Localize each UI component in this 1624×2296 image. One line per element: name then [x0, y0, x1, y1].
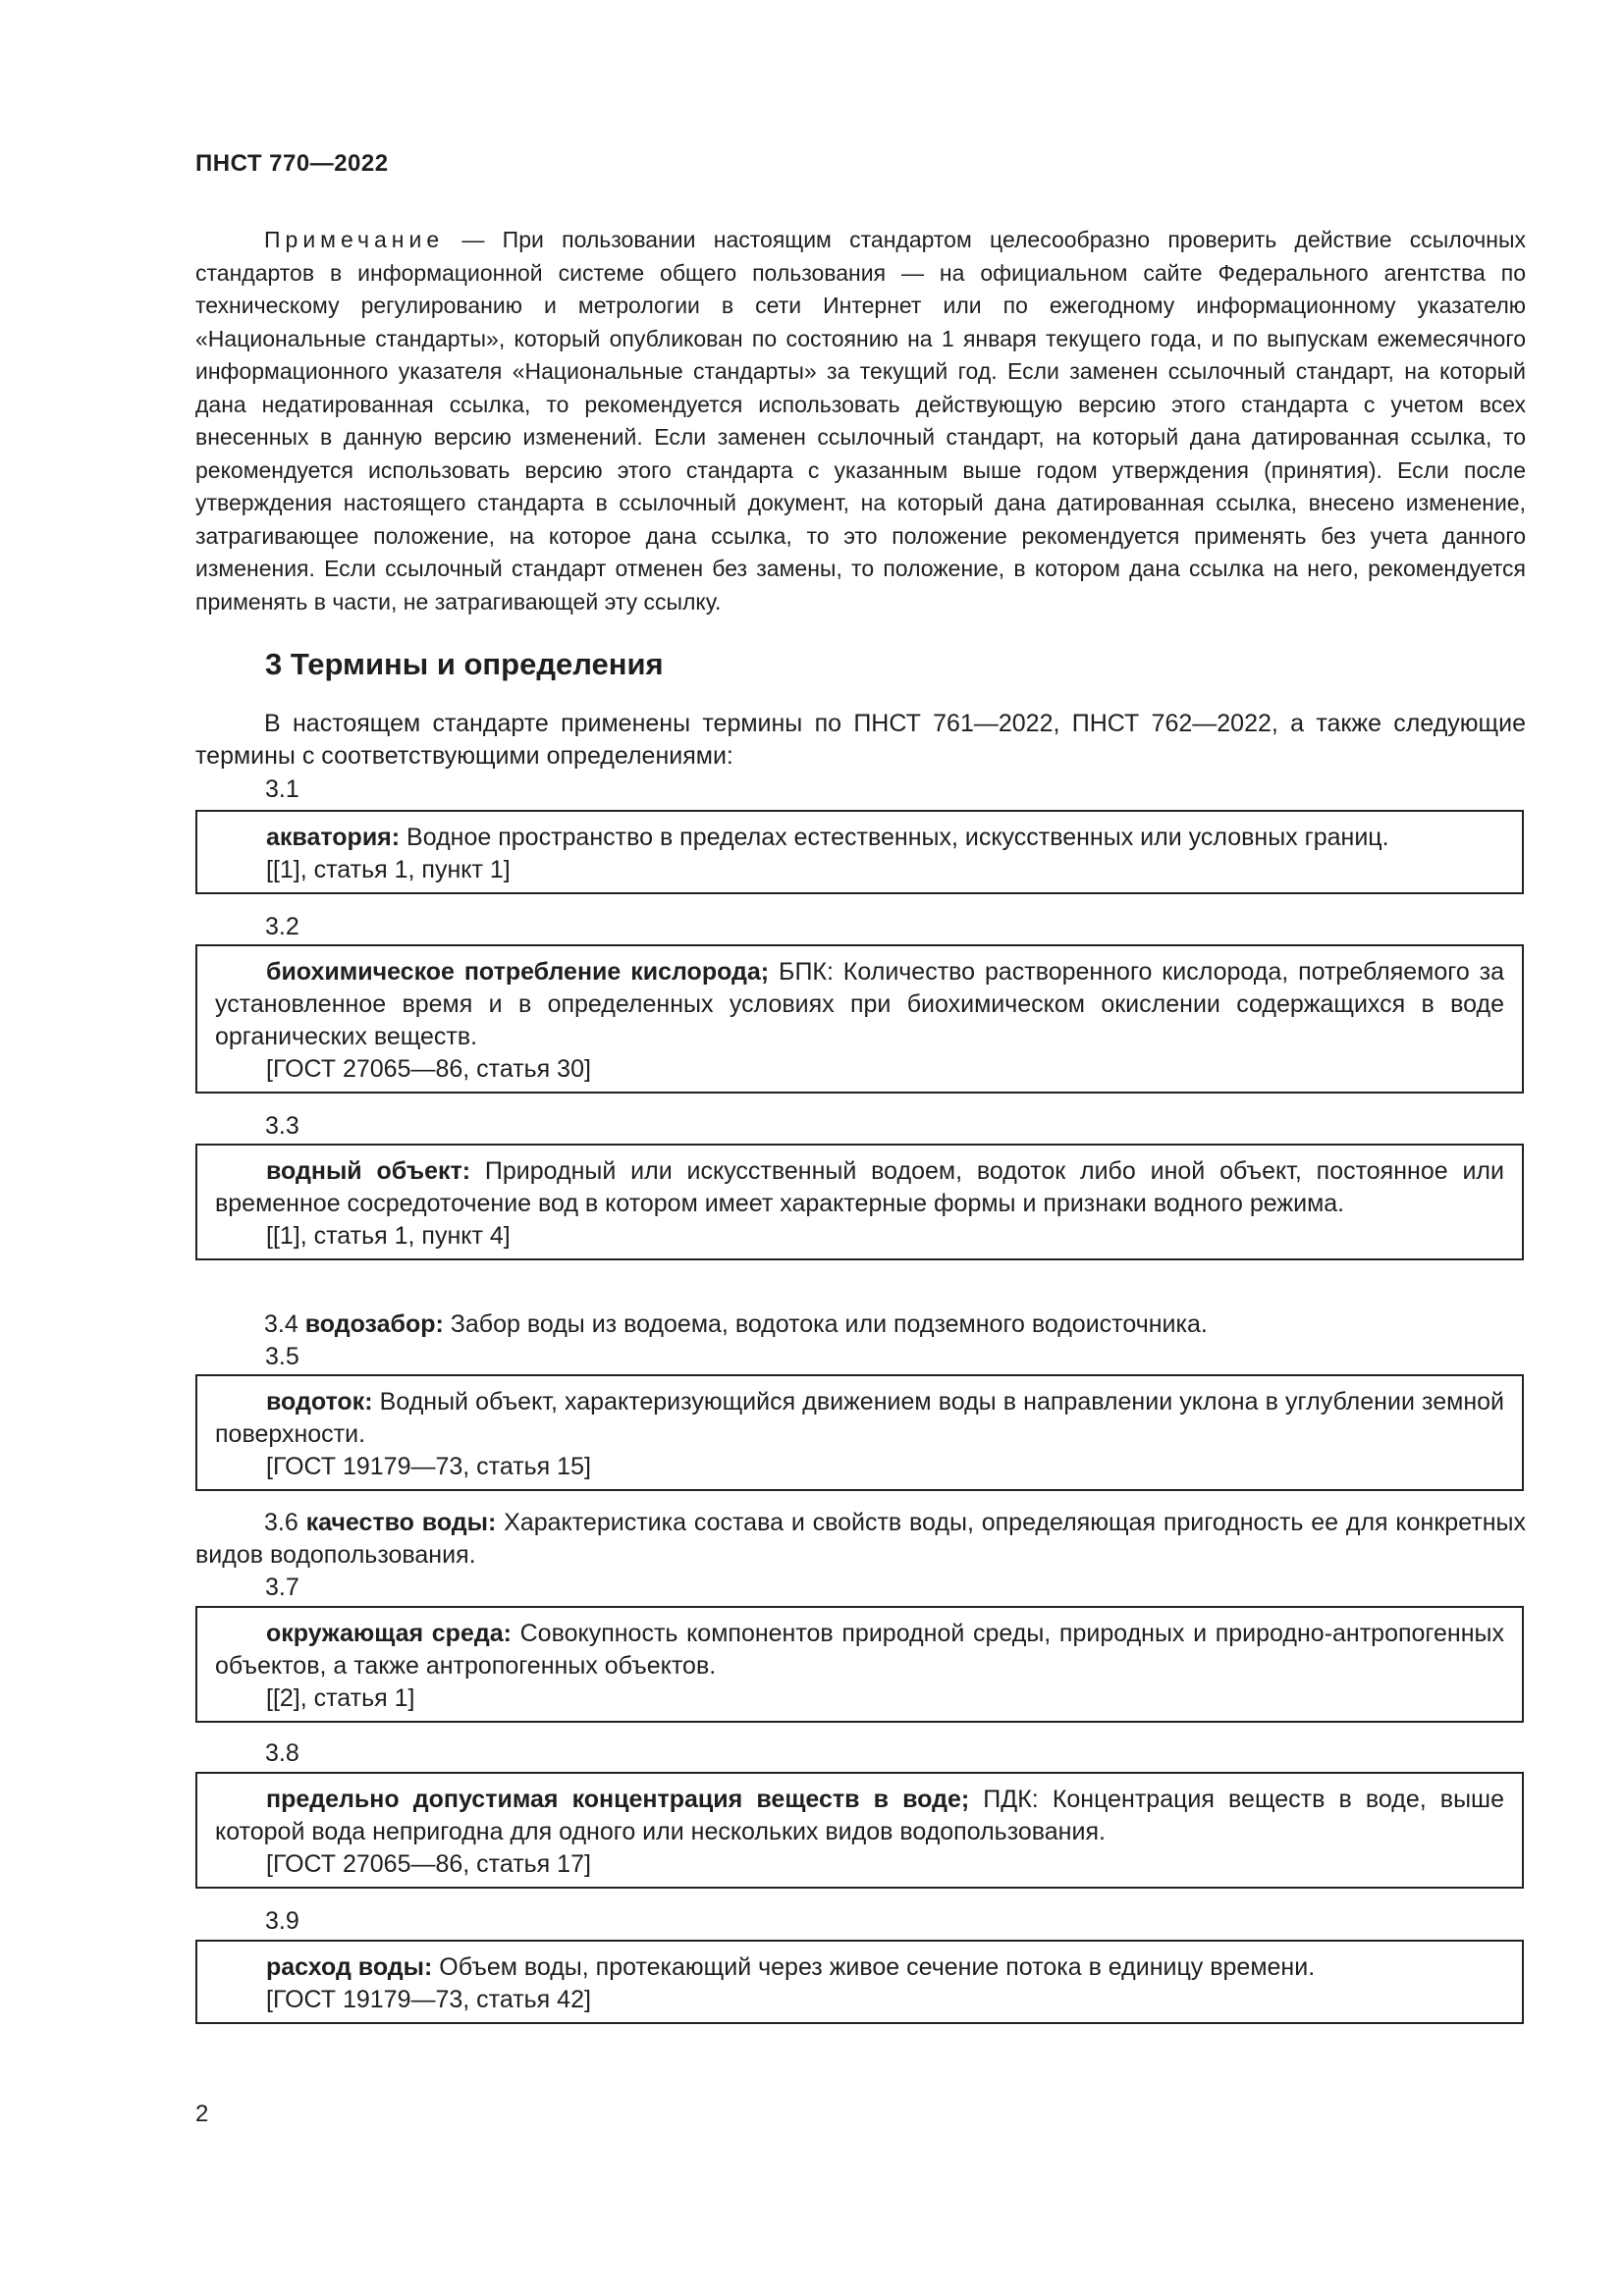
term-entry-inline: 3.6 качество воды: Характеристика состава и свойств воды, определяющая пригодность ее для конкретных видов водопользования.: [195, 1509, 1526, 1569]
section-title: 3 Термины и определения: [265, 647, 664, 681]
term-number: 3.3: [265, 1112, 299, 1140]
term-source: [[1], статья 1, пункт 4]: [266, 1222, 511, 1250]
term-name: водный объект:: [266, 1157, 471, 1185]
term-entry-box: [195, 810, 1524, 894]
term-number: 3.5: [265, 1343, 299, 1370]
document-code-header: ПНСТ 770—2022: [195, 150, 389, 177]
term-definition: Природный или искусственный водоем, водоток либо иной объект, постоянное или временное сосредоточение вод в котором имеет характерные формы и признаки водного режима.: [215, 1157, 1504, 1217]
term-number: 3.8: [265, 1739, 299, 1767]
term-source: [[2], статья 1]: [266, 1684, 415, 1712]
term-source: [ГОСТ 27065—86, статья 17]: [266, 1850, 591, 1878]
term-name: биохимическое потребление кислорода;: [266, 958, 770, 986]
note-label: Примечание: [264, 227, 445, 252]
term-name: окружающая среда:: [266, 1620, 512, 1647]
term-definition: Водный объект, характеризующийся движением воды в направлении уклона в углублении земной поверхности.: [215, 1388, 1504, 1448]
term-name: водозабор:: [304, 1310, 444, 1338]
term-definition: Объем воды, протекающий через живое сечение потока в единицу времени.: [432, 1953, 1316, 1981]
term-definition: Совокупность компонентов природной среды, природных и природно-антропогенных объектов, а также антропогенных объектов.: [215, 1620, 1504, 1680]
term-entry-box: [195, 1940, 1524, 2024]
reference-note: [195, 224, 1526, 618]
term-definition: Водное пространство в пределах естественных, искусственных или условных границ.: [400, 824, 1389, 851]
term-number: 3.1: [265, 775, 299, 803]
term-name: предельно допустимая концентрация веществ в воде;: [266, 1786, 970, 1813]
term-definition: Характеристика состава и свойств воды, определяющая пригодность ее для конкретных видов водопользования.: [195, 1509, 1526, 1569]
note-text: — При пользовании настоящим стандартом целесообразно проверить действие ссылочных стандартов в информационной системе общего пользования — на официальном сайте Федерального агентства по техническому регулированию и метрологии в сети Интернет или по ежегодному информационному указателю «Национальные стандарты», который опубликован по состоянию на 1 января текущего года, и по выпускам ежемесячного информационного указателя «Национальные стандарты» за текущий год. Если заменен ссылочный стандарт, на который дана недатированная ссылка, то рекомендуется использовать действующую версию этого стандарта с учетом всех внесенных в данную версию изменений. Если заменен ссылочный стандарт, на который дана датированная ссылка, то рекомендуется использовать версию этого стандарта с указанным выше годом утверждения (принятия). Если после утверждения настоящего стандарта в ссылочный документ, на который дана датированная ссылка, внесено изменение, затрагивающее положение, на которое дана ссылка, то это положение рекомендуется применять без учета данного изменения. Если ссылочный стандарт отменен без замены, то положение, в котором дана ссылка на него, рекомендуется применять в части, не затрагивающей эту ссылку.: [195, 227, 1526, 614]
term-entry-box: [195, 1374, 1524, 1491]
term-name: акватория:: [266, 824, 401, 851]
term-definition: Забор воды из водоема, водотока или подземного водоисточника.: [443, 1310, 1208, 1338]
term-entry-box: [195, 944, 1524, 1094]
term-source: [ГОСТ 19179—73, статья 42]: [266, 1986, 591, 2013]
term-source: [ГОСТ 27065—86, статья 30]: [266, 1055, 591, 1083]
term-source: [ГОСТ 19179—73, статья 15]: [266, 1453, 591, 1480]
term-number: 3.7: [265, 1574, 299, 1601]
term-entry-box: [195, 1606, 1524, 1723]
term-name: качество воды:: [305, 1509, 497, 1536]
term-entry-box: [195, 1772, 1524, 1889]
term-definition: ПДК: Концентрация веществ в воде, выше которой вода непригодна для одного или нескольких видов водопользования.: [215, 1786, 1504, 1845]
term-number: 3.9: [265, 1907, 299, 1935]
term-name: водоток:: [266, 1388, 373, 1415]
page-number: 2: [195, 2101, 209, 2127]
term-entry-box: [195, 1144, 1524, 1260]
term-definition: БПК: Количество растворенного кислорода, потребляемого за установленное время и в определенных условиях при биохимическом окислении содержащихся в воде органических веществ.: [215, 958, 1504, 1050]
term-source: [[1], статья 1, пункт 1]: [266, 856, 511, 883]
term-name: расход воды:: [266, 1953, 433, 1981]
section-intro: В настоящем стандарте применены термины по ПНСТ 761—2022, ПНСТ 762—2022, а также следующие термины с соответствующими определениями:: [195, 710, 1526, 770]
term-number: 3.2: [265, 913, 299, 940]
term-entry-inline: 3.4 водозабор: Забор воды из водоема, водотока или подземного водоисточника.: [264, 1310, 1208, 1338]
